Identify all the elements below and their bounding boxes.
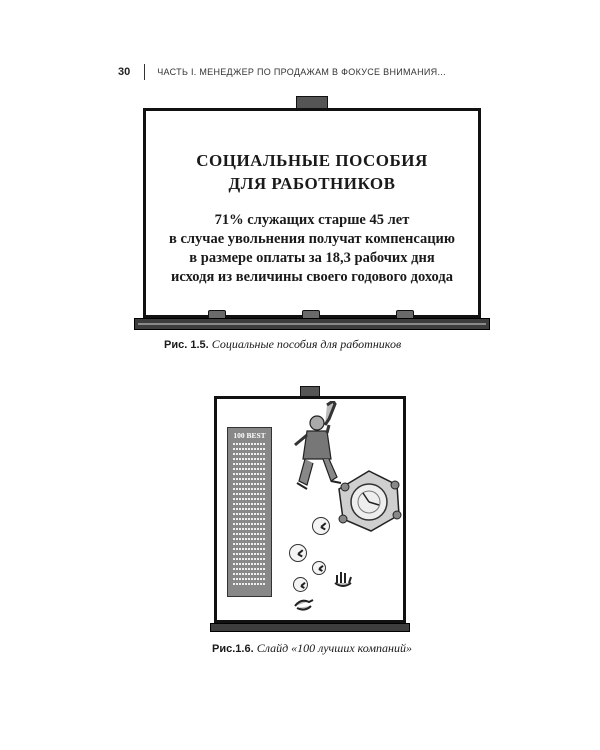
slide-body-line: в размере оплаты за 18,3 рабочих дня (189, 250, 435, 266)
list-item (233, 523, 266, 525)
slide-title-line: ДЛЯ РАБОТНИКОВ (228, 174, 396, 193)
slide-board-benefits (143, 108, 481, 318)
small-clock-icon (312, 561, 326, 575)
figure-caption (212, 641, 412, 656)
slide-board-100-best (214, 396, 406, 623)
figure-caption (164, 337, 401, 352)
list-item (233, 583, 266, 585)
list-item (233, 568, 266, 570)
list-item (233, 513, 266, 515)
list-item (233, 448, 266, 450)
list-item (233, 483, 266, 485)
list-item (233, 468, 266, 470)
slide-body (146, 211, 478, 287)
list-title: 100 BEST (233, 431, 266, 440)
small-clock-icon (312, 517, 330, 535)
slide-body-line: исходя из величины своего годового дохода (171, 269, 453, 285)
small-clock-icon (289, 544, 307, 562)
list-item (233, 453, 266, 455)
list-item (233, 508, 266, 510)
page-number: 30 (118, 66, 131, 78)
list-item (233, 563, 266, 565)
list-item (233, 458, 266, 460)
list-item (233, 443, 266, 445)
ranking-list-panel (227, 427, 272, 597)
list-item (233, 503, 266, 505)
list-item (233, 548, 266, 550)
board-rail (210, 623, 410, 632)
running-title: ЧАСТЬ I. МЕНЕДЖЕР ПО ПРОДАЖАМ В ФОКУСЕ ВНИМАНИЯ... (157, 67, 446, 77)
list-item (233, 488, 266, 490)
hand-icon (333, 569, 357, 589)
hand-icon (293, 596, 315, 614)
caption-text: Слайд «100 лучших компаний» (256, 641, 412, 655)
list-item (233, 533, 266, 535)
list-item (233, 518, 266, 520)
running-header (118, 63, 446, 81)
small-clock-icon (293, 577, 308, 592)
list-item (233, 493, 266, 495)
board-rail (134, 318, 490, 330)
list-item (233, 528, 266, 530)
slide-body-line: 71% служащих старше 45 лет (214, 212, 410, 228)
list-item (233, 538, 266, 540)
list-item (233, 473, 266, 475)
caption-label: Рис.1.6. (212, 643, 254, 655)
list-item (233, 498, 266, 500)
list-item (233, 578, 266, 580)
slide-title (146, 149, 478, 195)
list-item (233, 573, 266, 575)
caption-label: Рис. 1.5. (164, 339, 209, 351)
hexagon-clock-icon (335, 469, 403, 535)
caption-text: Социальные пособия для работников (211, 337, 402, 351)
list-item (233, 553, 266, 555)
list-item (233, 558, 266, 560)
list-item (233, 543, 266, 545)
slide-title-line: СОЦИАЛЬНЫЕ ПОСОБИЯ (196, 151, 428, 170)
header-divider (144, 64, 145, 80)
list-item (233, 463, 266, 465)
slide-body-line: в случае увольнения получат компенсацию (169, 231, 455, 247)
list-item (233, 478, 266, 480)
